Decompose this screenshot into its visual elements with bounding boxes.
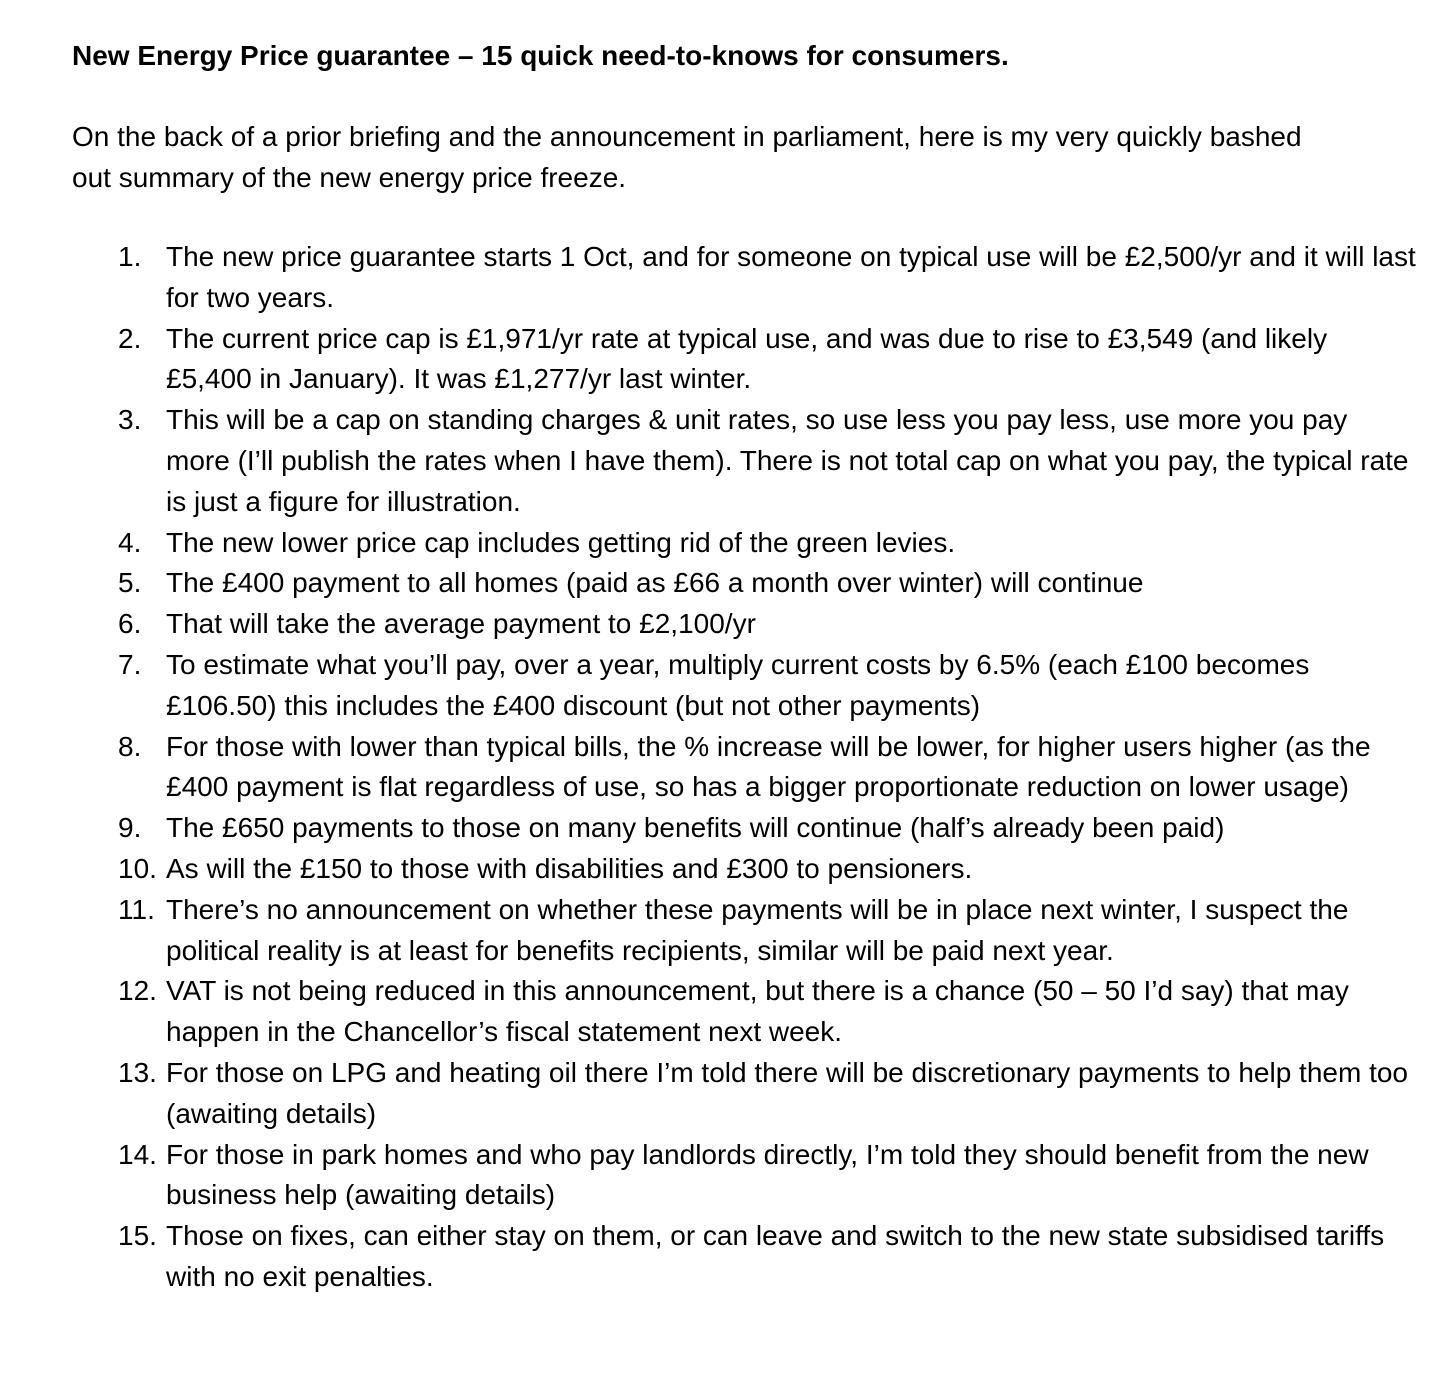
document-title: New Energy Price guarantee – 15 quick need-to-knows for consumers. <box>72 40 1009 71</box>
list-item-number: 10. <box>118 852 157 884</box>
list-item-number: 11. <box>118 893 155 925</box>
list-item <box>72 645 1416 727</box>
list-item-text: The £400 payment to all homes (paid as £66 a month over winter) will continue <box>166 567 1144 599</box>
list-item <box>72 400 1416 522</box>
list-item-number: 3. <box>118 404 142 436</box>
list-item <box>72 971 1416 1053</box>
list-item <box>72 563 1416 604</box>
list-item-number: 9. <box>118 812 142 844</box>
list-item-number: 6. <box>118 608 142 640</box>
list-item-text: This will be a cap on standing charges & unit rates, so use less you pay less, use more you pay more (I’ll publish the rates when I have them). There is not total cap on what you pay, the typical rate is just a figure for illustration. <box>166 404 1409 517</box>
list-item <box>72 1216 1416 1298</box>
need-to-know-list <box>72 237 1416 1298</box>
list-item-number: 7. <box>118 648 142 680</box>
list-item-text: The current price cap is £1,971/yr rate at typical use, and was due to rise to £3,549 (and likely £5,400 in January). It was £1,277/yr last winter. <box>166 322 1328 395</box>
list-item <box>72 849 1416 890</box>
list-item-number: 8. <box>118 730 142 762</box>
list-item-text: That will take the average payment to £2,100/yr <box>166 608 756 640</box>
list-item-number: 13. <box>118 1056 157 1088</box>
list-item <box>72 523 1416 564</box>
list-item <box>72 1135 1416 1217</box>
list-item <box>72 604 1416 645</box>
list-item <box>72 727 1416 809</box>
list-item-number: 5. <box>118 567 142 599</box>
list-item-number: 4. <box>118 526 142 558</box>
list-item-text: As will the £150 to those with disabilities and £300 to pensioners. <box>166 852 973 884</box>
list-item-text: VAT is not being reduced in this announcement, but there is a chance (50 – 50 I’d say) that may happen in the Chancellor’s fiscal statement next week. <box>166 975 1349 1048</box>
list-item-text: Those on fixes, can either stay on them, or can leave and switch to the new state subsidised tariffs with no exit penalties. <box>166 1220 1385 1292</box>
list-item-text: The new price guarantee starts 1 Oct, and for someone on typical use will be £2,500/yr and it will last for two years. <box>166 241 1416 313</box>
list-item-number: 2. <box>118 322 142 354</box>
list-item-text: The £650 payments to those on many benefits will continue (half’s already been paid) <box>166 812 1225 844</box>
list-item <box>72 1053 1416 1135</box>
list-item-number: 15. <box>118 1220 157 1252</box>
list-item-text: There’s no announcement on whether these payments will be in place next winter, I suspect the political reality is at least for benefits recipients, similar will be paid next year. <box>166 893 1349 966</box>
list-item-number: 12. <box>118 975 157 1007</box>
list-item-text: For those on LPG and heating oil there I’m told there will be discretionary payments to help them too (awaiting details) <box>166 1056 1409 1129</box>
list-item <box>72 319 1416 401</box>
list-item-text: The new lower price cap includes getting rid of the green levies. <box>166 526 956 558</box>
intro-paragraph: On the back of a prior briefing and the announcement in parliament, here is my very quickly bashed out summary of the new energy price freeze. <box>72 121 1302 193</box>
list-item-number: 1. <box>118 241 142 272</box>
list-item-text: To estimate what you’ll pay, over a year, multiply current costs by 6.5% (each £100 becomes £106.50) this includes the £400 discount (but not other payments) <box>166 648 1310 721</box>
list-item-text: For those with lower than typical bills, the % increase will be lower, for higher users higher (as the £400 payment is flat regardless of use, so has a bigger proportionate reduction on lower usage) <box>166 730 1371 803</box>
list-item-text: For those in park homes and who pay landlords directly, I’m told they should benefit from the new business help (awaiting details) <box>166 1138 1369 1211</box>
list-item-number: 14. <box>118 1138 157 1170</box>
list-item <box>72 890 1416 972</box>
list-item <box>72 237 1416 319</box>
list-item <box>72 808 1416 849</box>
